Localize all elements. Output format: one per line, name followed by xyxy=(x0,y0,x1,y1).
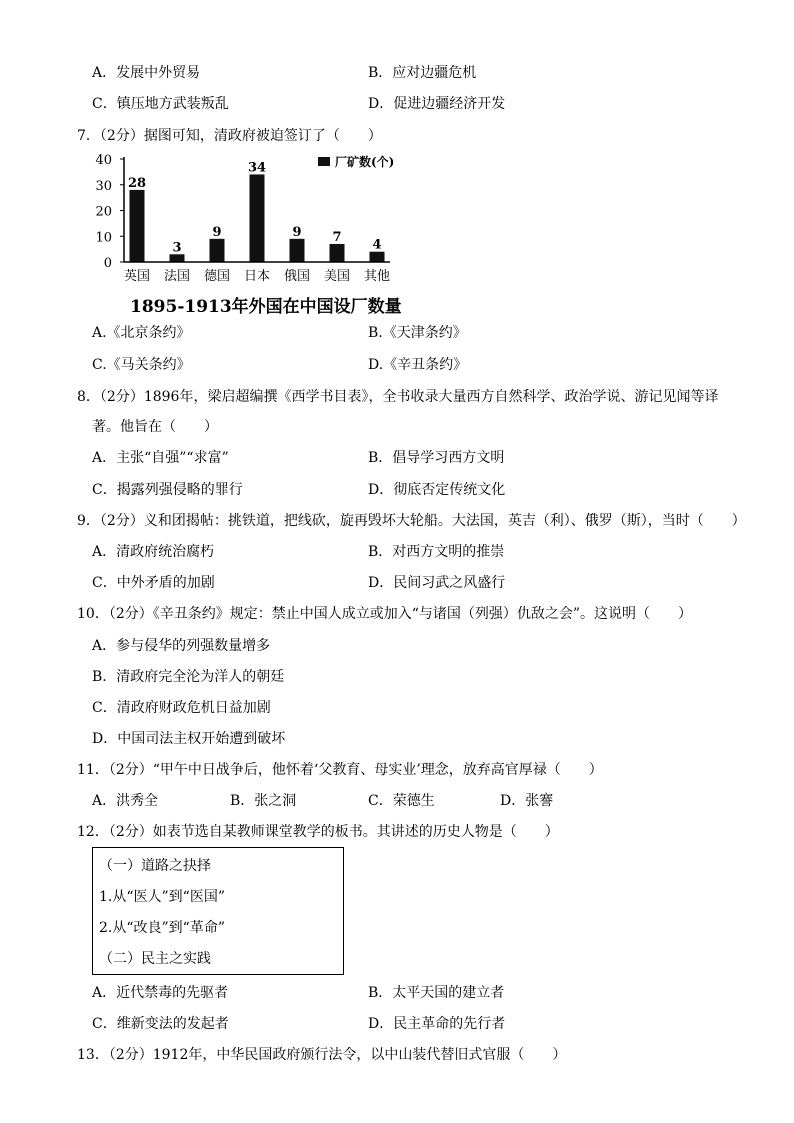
q8-stem-line2: 著。他旨在（ ） xyxy=(92,419,218,435)
q12-option-d: D．民主革命的先行者 xyxy=(368,1016,506,1032)
board-line-1: （一）道路之抉择 xyxy=(99,858,211,874)
q9-option-a: A．清政府统治腐朽 xyxy=(92,544,215,560)
bar-value-label: 4 xyxy=(372,237,382,253)
blackboard-table xyxy=(92,847,344,975)
bar xyxy=(210,239,225,262)
q7-option-c: C.《马关条约》 xyxy=(92,357,191,373)
q10-stem: 10．（2分）《辛丑条约》规定：禁止中国人成立或加入“与诸国（列强）仇敌之会”。这说明（ ） xyxy=(77,606,693,622)
q7-option-d: D.《辛丑条约》 xyxy=(368,357,468,373)
bar-value-label: 3 xyxy=(172,240,182,256)
q10-option-b: B．清政府完全沦为洋人的朝廷 xyxy=(92,669,285,685)
q8-stem-line1: 8．（2分）1896年，梁启超编撰《西学书目表》，全书收录大量西方自然科学、政治学说、游记见闻等译 xyxy=(77,389,719,405)
y-tick-label: 20 xyxy=(95,204,112,220)
q9-stem: 9．（2分）义和团揭帖：挑铁道，把线砍，旋再毁坏大轮船。大法国，英吉（利）、俄罗（斯），当时（ ） xyxy=(77,513,746,529)
q7-option-b: B.《天津条约》 xyxy=(368,325,467,341)
q8-option-a: A．主张“自强”“求富” xyxy=(92,450,229,466)
q9-option-c: C．中外矛盾的加剧 xyxy=(92,575,215,591)
bar xyxy=(290,239,305,262)
q10-option-d: D．中国司法主权开始遭到破坏 xyxy=(92,731,286,747)
q8-option-c: C．揭露列强侵略的罪行 xyxy=(92,482,243,498)
bar xyxy=(250,174,265,262)
board-line-2: 1.从“医人”到“医国” xyxy=(99,889,225,905)
board-line-3: 2.从“改良”到“革命” xyxy=(99,920,225,936)
factory-bar-chart xyxy=(90,150,430,320)
q6-option-c: C．镇压地方武装叛乱 xyxy=(92,96,229,112)
bar-value-label: 28 xyxy=(127,175,147,191)
chart-title: 1895-1913年外国在中国设厂数量 xyxy=(130,297,402,317)
y-tick-label: 40 xyxy=(95,153,112,168)
board-line-4: （二）民主之实践 xyxy=(99,951,211,967)
q8-option-d: D．彻底否定传统文化 xyxy=(368,482,506,498)
q10-option-c: C．清政府财政危机日益加剧 xyxy=(92,700,271,716)
x-tick-label: 日本 xyxy=(243,269,271,284)
x-tick-label: 法国 xyxy=(163,269,191,284)
x-tick-label: 其他 xyxy=(363,269,391,284)
q12-option-a: A．近代禁毒的先驱者 xyxy=(92,985,229,1001)
q11-option-a: A．洪秀全 xyxy=(92,793,159,809)
x-tick-label: 美国 xyxy=(323,269,351,284)
q10-option-a: A．参与侵华的列强数量增多 xyxy=(92,638,271,654)
q7-stem: 7．（2分）据图可知，清政府被迫签订了（ ） xyxy=(77,128,382,144)
x-tick-label: 俄国 xyxy=(283,269,311,284)
bar xyxy=(330,244,345,262)
x-tick-label: 德国 xyxy=(203,269,231,284)
bar xyxy=(130,190,145,262)
y-tick-label: 10 xyxy=(95,230,112,246)
q13-stem: 13．（2分）1912年，中华民国政府颁行法令，以中山装代替旧式官服（ ） xyxy=(77,1047,567,1063)
q9-option-b: B．对西方文明的推崇 xyxy=(368,544,505,560)
q7-option-a: A.《北京条约》 xyxy=(92,325,191,341)
x-tick-label: 英国 xyxy=(123,269,151,284)
q6-option-a: A．发展中外贸易 xyxy=(92,65,201,81)
q12-option-b: B．太平天国的建立者 xyxy=(368,985,505,1001)
bar-chart-svg xyxy=(90,150,430,320)
y-tick-label: 0 xyxy=(103,256,112,271)
q11-option-c: C．荣德生 xyxy=(368,793,435,809)
bar-value-label: 34 xyxy=(247,160,267,176)
bar-value-label: 9 xyxy=(212,224,222,240)
legend-label: 厂矿数(个) xyxy=(335,155,395,169)
bar-value-label: 7 xyxy=(332,229,342,245)
q12-option-c: C．维新变法的发起者 xyxy=(92,1016,229,1032)
q11-option-b: B．张之洞 xyxy=(230,793,297,809)
legend-swatch xyxy=(318,157,330,166)
bar xyxy=(370,252,385,262)
q11-option-d: D．张謇 xyxy=(500,793,554,809)
q9-option-d: D．民间习武之风盛行 xyxy=(368,575,506,591)
q8-option-b: B．倡导学习西方文明 xyxy=(368,450,505,466)
q6-option-b: B．应对边疆危机 xyxy=(368,65,477,81)
q12-stem: 12．（2分）如表节选自某教师课堂教学的板书。其讲述的历史人物是（ ） xyxy=(77,824,559,840)
q6-option-d: D．促进边疆经济开发 xyxy=(368,96,506,112)
bar xyxy=(170,254,185,262)
y-tick-label: 30 xyxy=(95,178,112,194)
bar-value-label: 9 xyxy=(292,224,302,240)
q11-stem: 11．（2分）“甲午中日战争后，他怀着‘父教育、母实业’理念，放弃高官厚禄（ ） xyxy=(77,762,603,778)
